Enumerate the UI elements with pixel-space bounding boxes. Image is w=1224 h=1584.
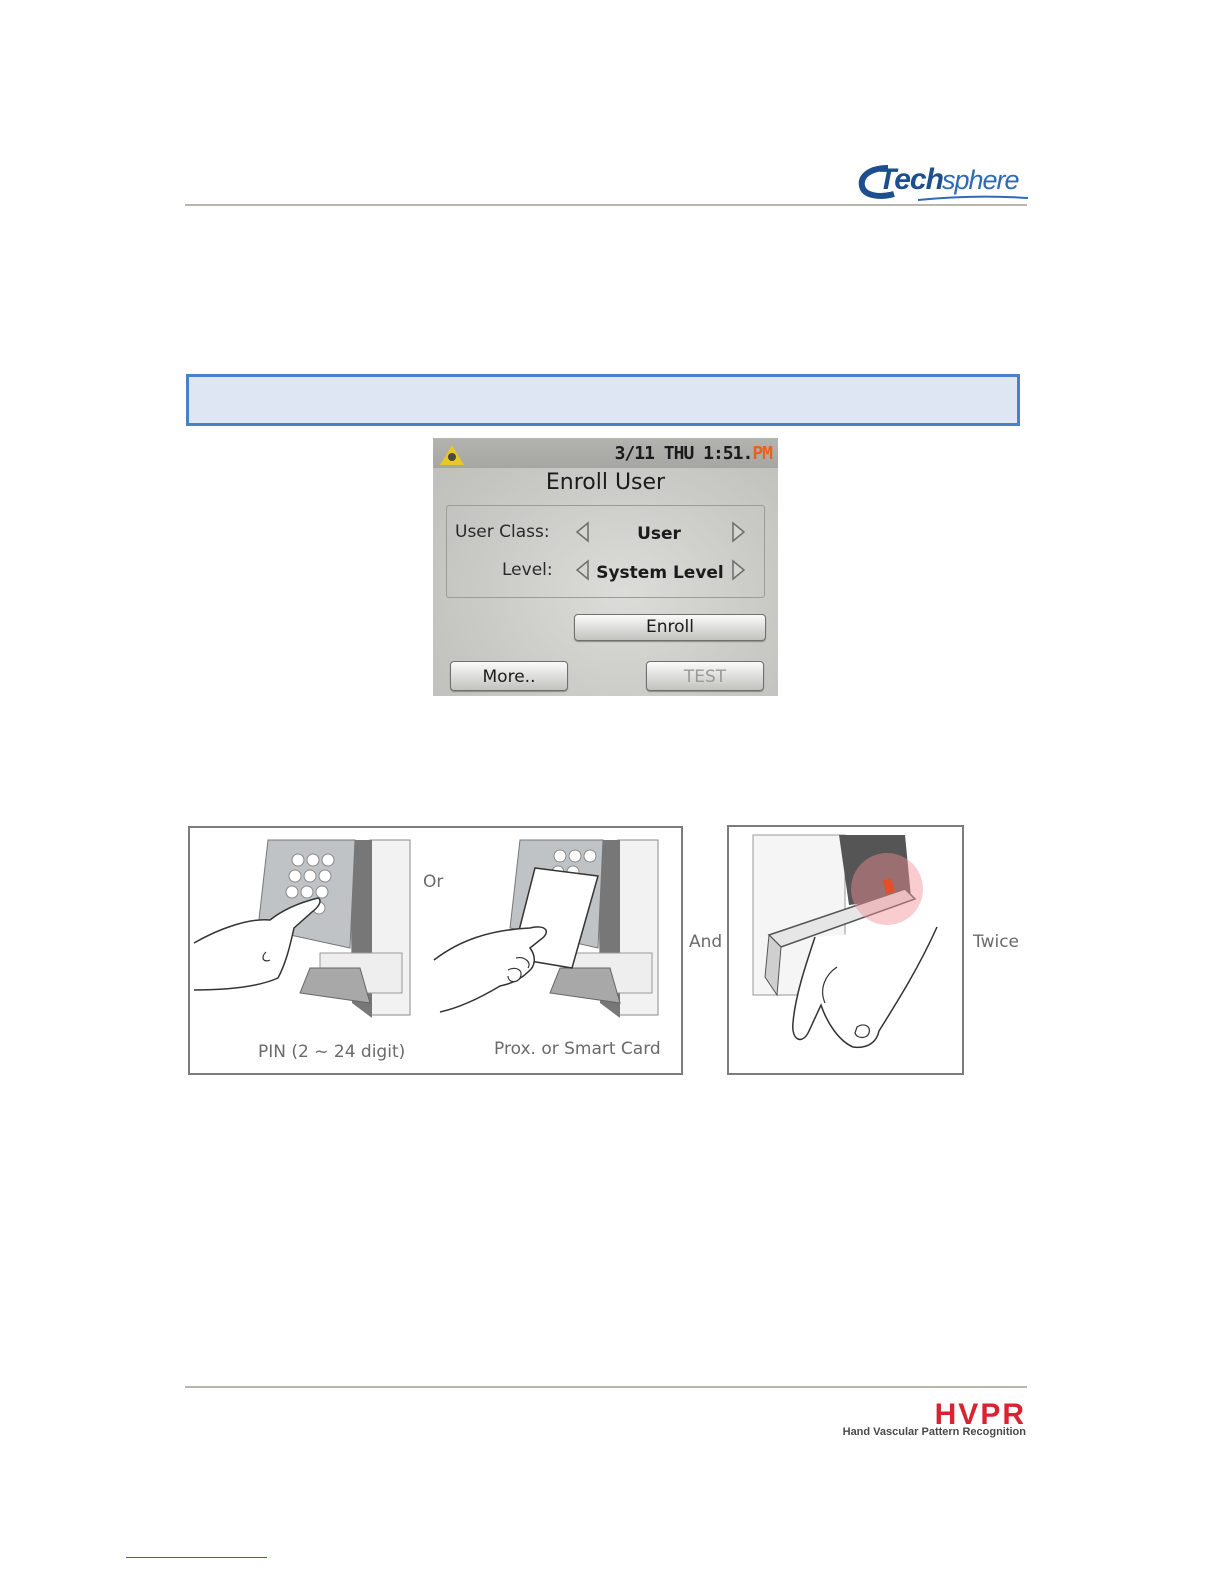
level-next-arrow-icon[interactable] [731,559,747,581]
test-button[interactable]: TEST [646,661,764,691]
hvpr-logo [836,1398,1028,1442]
more-button[interactable]: More.. [450,661,568,691]
hand-scan-illustration [729,827,962,1073]
pin-caption: PIN (2 ~ 24 digit) [258,1042,406,1062]
user-class-value: User [637,524,681,544]
card-caption: Prox. or Smart Card [494,1039,661,1059]
enroll-button[interactable]: Enroll [574,614,766,641]
user-class-prev-arrow-icon[interactable] [574,521,590,543]
level-prev-arrow-icon[interactable] [574,559,590,581]
status-bar [433,438,778,468]
enroll-options-box [446,505,765,598]
hvpr-logo-subtitle: Hand Vascular Pattern Recognition [842,1426,1026,1438]
clock-ampm: PM [752,443,772,464]
twice-label: Twice [973,932,1020,952]
footer-divider [185,1386,1027,1388]
level-value: System Level [596,563,724,583]
hvpr-logo-text: HVPR [934,1398,1026,1431]
pin-and-card-illustration [190,828,681,1073]
logo-text-sphere: sphere [942,165,1019,195]
header-divider [185,204,1027,206]
techsphere-logo [858,160,1030,204]
level-label: Level: [502,560,553,580]
clock-time: 3/11 THU 1:51. [614,443,753,464]
clock-readout [615,443,772,464]
or-label: Or [423,872,444,892]
identification-panel [188,826,683,1075]
user-class-next-arrow-icon[interactable] [731,521,747,543]
logo-underline-icon [918,194,1028,202]
and-label: And [689,932,723,952]
footer-link-underline[interactable] [126,1557,267,1558]
section-banner [186,374,1020,426]
warning-icon-dot [448,453,456,461]
enroll-user-screen [433,438,778,696]
screen-title: Enroll User [545,470,666,495]
hand-scan-panel [727,825,964,1075]
user-class-label: User Class: [455,522,550,542]
logo-text-tech: Tech [878,163,943,196]
